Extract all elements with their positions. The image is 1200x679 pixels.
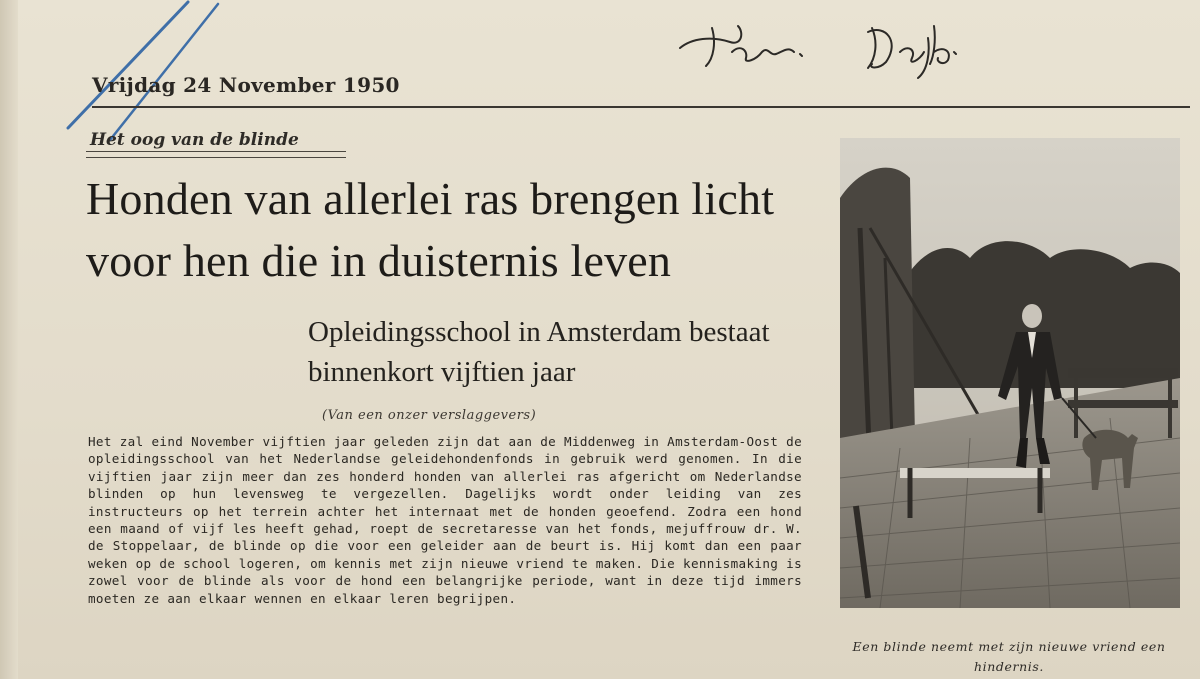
article-body: Het zal eind November vijftien jaar geleden zijn dat aan de Middenweg in Amsterdam-Oost de opleidingsschool van het Nederlandse geleidehondenfonds in gebruik werd genomen. In die vijftien jaar zijn meer dan zes honderd honden van allerlei ras afgericht om Nederlandse blinden op hun levensweg te vergezellen. Dagelijks wordt onder leiding van zes instructeurs op het terrein achter het internaat met de honden geoefend. Zodra een hond een maand of vijf les heeft gehad, roept de secretaresse van het fonds, mejuffrouw dr. W. de Stoppelaar, de blinde op die voor een geleider aan de beurt is. Hij komt dan een paar weken op de school logeren, om kennis met zijn nieuwe vriend te maken. Die kennismaking is zowel voor de blinde als voor de hond een belangrijke periode, want in deze tijd immers moeten ze aan elkaar wennen en elkaar leren begrijpen.: [88, 434, 802, 606]
photo: [840, 138, 1180, 608]
photo-caption: Een blinde neemt met zijn nieuwe vriend een hindernis.: [852, 639, 1166, 674]
kicker-underline-second: [86, 157, 346, 158]
photo-illustration: [840, 138, 1180, 608]
kicker: Het oog van de blinde: [90, 130, 299, 150]
kicker-underline: [86, 151, 346, 152]
headline: Honden van allerlei ras brengen licht voor hen die in duisternis leven: [86, 173, 775, 286]
header-rule: [92, 106, 1190, 108]
paper-edge: [0, 0, 18, 679]
subheadline: Opleidingsschool in Amsterdam bestaat binnenkort vijftien jaar: [308, 316, 770, 388]
byline: (Van een onzer verslaggevers): [322, 408, 537, 423]
handwritten-note: [672, 8, 992, 80]
dateline: Vrijdag 24 November 1950: [92, 73, 400, 97]
handwritten-signature-graphic: [672, 8, 992, 80]
